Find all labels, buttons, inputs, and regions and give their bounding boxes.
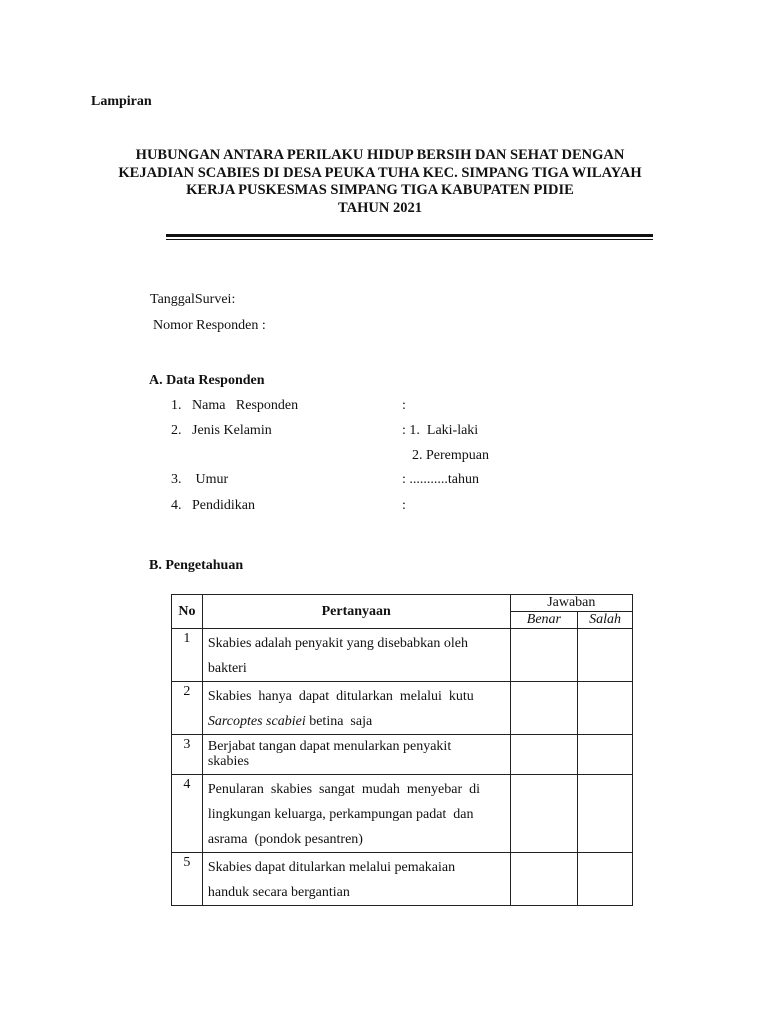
title-line-1: HUBUNGAN ANTARA PERILAKU HIDUP BERSIH DAN SEHAT DENGAN xyxy=(135,147,625,163)
question-line: Berjabat tangan dapat menularkan penyakit xyxy=(207,739,452,754)
row-number: 5 xyxy=(172,853,203,906)
table-row xyxy=(172,682,633,735)
item-3-label: Umur xyxy=(192,472,229,487)
row-number: 2 xyxy=(172,682,203,735)
header-divider-thin xyxy=(166,239,653,240)
question-cell xyxy=(202,629,510,682)
item-1-label: Nama Responden xyxy=(192,398,299,413)
table-row xyxy=(172,629,633,682)
question-line: Skabies dapat ditularkan melalui pemakaian xyxy=(207,860,456,875)
item-4-label: Pendidikan xyxy=(192,498,255,513)
question-line: skabies xyxy=(207,754,250,769)
item-1-number: 1. xyxy=(171,398,182,413)
lampiran-label: Lampiran xyxy=(91,94,152,109)
question-line: Penularan skabies sangat mudah menyebar di xyxy=(207,782,481,797)
header-divider-thick xyxy=(166,234,653,237)
header-pertanyaan: Pertanyaan xyxy=(202,595,510,629)
answer-salah-cell[interactable] xyxy=(578,775,633,853)
question-cell xyxy=(202,682,510,735)
question-cell xyxy=(202,853,510,906)
item-4-value: : xyxy=(402,498,406,513)
header-benar: Benar xyxy=(510,612,578,629)
header-salah: Salah xyxy=(578,612,633,629)
nomor-responden-label: Nomor Responden : xyxy=(153,318,266,333)
header-no: No xyxy=(172,595,203,629)
knowledge-table xyxy=(171,594,633,906)
header-jawaban: Jawaban xyxy=(510,595,632,612)
item-2-option-2: 2. Perempuan xyxy=(412,448,489,463)
item-4-number: 4. xyxy=(171,498,182,513)
item-3-value: : ...........tahun xyxy=(402,472,479,487)
table-row xyxy=(172,735,633,775)
answer-salah-cell[interactable] xyxy=(578,629,633,682)
table-row xyxy=(172,775,633,853)
answer-benar-cell[interactable] xyxy=(510,775,578,853)
section-a-title: A. Data Responden xyxy=(149,373,265,388)
question-line: lingkungan keluarga, perkampungan padat dan xyxy=(207,807,474,822)
row-number: 3 xyxy=(172,735,203,775)
species-name: Sarcoptes scabiei xyxy=(207,714,306,729)
question-line: bakteri xyxy=(207,661,247,676)
row-number: 4 xyxy=(172,775,203,853)
question-line-tail: betina saja xyxy=(305,714,373,729)
tanggal-survei-label: TanggalSurvei: xyxy=(150,292,236,307)
item-2-label: Jenis Kelamin xyxy=(192,423,272,438)
item-3-number: 3. xyxy=(171,472,182,487)
question-line xyxy=(208,709,505,734)
answer-salah-cell[interactable] xyxy=(578,682,633,735)
item-2-value: : 1. Laki-laki xyxy=(402,423,479,438)
section-b-title: B. Pengetahuan xyxy=(149,558,244,573)
document-title xyxy=(90,147,670,217)
answer-salah-cell[interactable] xyxy=(578,853,633,906)
item-1-value: : xyxy=(402,398,406,413)
title-line-3: KERJA PUSKESMAS SIMPANG TIGA KABUPATEN PIDIE xyxy=(186,182,574,198)
question-line: Skabies hanya dapat ditularkan melalui kutu xyxy=(207,689,474,704)
title-line-4: TAHUN 2021 xyxy=(338,199,422,216)
title-line-2: KEJADIAN SCABIES DI DESA PEUKA TUHA KEC. SIMPANG TIGA WILAYAH xyxy=(118,164,642,181)
row-number: 1 xyxy=(172,629,203,682)
question-line: handuk secara bergantian xyxy=(207,885,350,900)
question-cell xyxy=(202,735,510,775)
answer-benar-cell[interactable] xyxy=(510,853,578,906)
question-cell xyxy=(202,775,510,853)
question-line: asrama (pondok pesantren) xyxy=(207,832,363,847)
answer-salah-cell[interactable] xyxy=(578,735,633,775)
answer-benar-cell[interactable] xyxy=(510,735,578,775)
item-2-number: 2. xyxy=(171,423,182,438)
question-line: Skabies adalah penyakit yang disebabkan oleh xyxy=(207,636,468,651)
answer-benar-cell[interactable] xyxy=(510,629,578,682)
table-row xyxy=(172,853,633,906)
answer-benar-cell[interactable] xyxy=(510,682,578,735)
